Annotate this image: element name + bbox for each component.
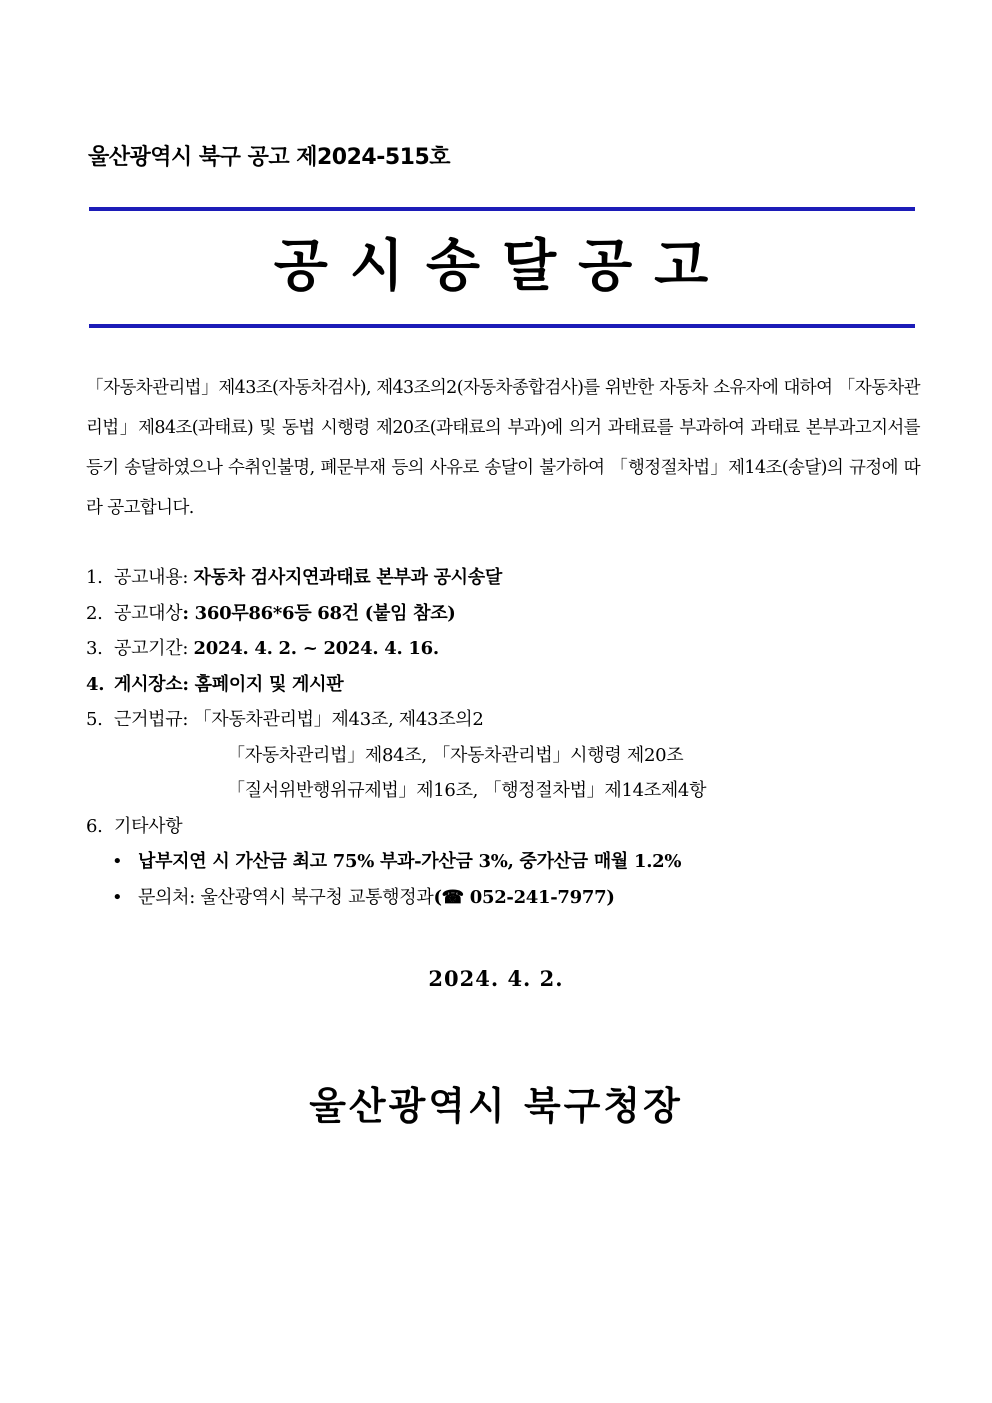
item-label: 공고대상 — [114, 602, 183, 624]
item-number: 2. — [86, 602, 103, 624]
item-value: 2024. 4. 2. ~ 2024. 4. 16. — [193, 638, 439, 659]
item-value: 홈페이지 및 게시판 — [194, 673, 344, 695]
item-notice-period — [86, 631, 926, 667]
item-number: 6. — [86, 815, 103, 837]
page-title: 공시송달공고 — [273, 234, 731, 299]
legal-basis-line: 「질서위반행위규제법」제16조, 「행정절차법」제14조제4항 — [227, 780, 707, 801]
item-value: 자동차 검사지연과태료 본부과 공시송달 — [193, 567, 502, 588]
item-label: 기타사항 — [114, 815, 183, 837]
item-notice-content — [86, 560, 926, 596]
notice-body-paragraph: 「자동차관리법」제43조(자동차검사), 제43조의2(자동차종합검사)를 위반한 자동차 소유자에 대하여 「자동차관리법」제84조(과태료) 및 동법 시행령 제20조(과태료의 부과)에 의거 과태료를 부과하여 과태료 본부과고지서를 등기 송달하였으나 수취인불명, 폐문부재 등의 사유로 송달이 불가하여 「행정절차법」제14조(송달)의 규정에 따라 공고합니다. — [86, 378, 920, 518]
item-notice-target — [86, 596, 926, 632]
title-top-rule — [89, 207, 915, 211]
bullet-late-payment — [86, 844, 926, 880]
item-label: 게시장소: — [114, 673, 195, 695]
item-label: 공고내용: — [114, 567, 194, 588]
item-number: 5. — [86, 709, 103, 730]
issuer-signature: 울산광역시 북구청장 — [309, 1083, 683, 1128]
legal-basis-line: 「자동차관리법」제43조, 제43조의2 — [193, 709, 484, 730]
item-number: 1. — [86, 567, 103, 588]
notice-number: 울산광역시 북구 공고 제2024-515호 — [88, 145, 451, 170]
item-other-matters — [86, 809, 926, 845]
notice-items — [86, 560, 926, 915]
item-label: 공고기간: — [114, 638, 194, 659]
contact-phone: (☎ 052-241-7977) — [433, 886, 615, 908]
notice-date: 2024. 4. 2. — [428, 966, 564, 991]
item-posting-place — [86, 667, 926, 703]
item-value: : 360무86*6등 68건 (붙임 참조) — [182, 602, 456, 624]
title-bottom-rule — [89, 324, 915, 328]
item-number: 3. — [86, 638, 103, 659]
bullet-icon: • — [112, 886, 123, 908]
bullet-icon: • — [112, 851, 123, 872]
bullet-text: 문의처: 울산광역시 북구청 교통행정과 — [138, 886, 434, 908]
item-label: 근거법규: — [114, 709, 194, 730]
bullet-text: 납부지연 시 가산금 최고 75% 부과-가산금 3%, 중가산금 매월 1.2% — [138, 851, 682, 872]
item-legal-basis — [86, 702, 926, 738]
item-number: 4. — [86, 673, 105, 695]
bullet-contact — [86, 880, 926, 916]
legal-basis-line: 「자동차관리법」제84조, 「자동차관리법」시행령 제20조 — [227, 744, 684, 766]
